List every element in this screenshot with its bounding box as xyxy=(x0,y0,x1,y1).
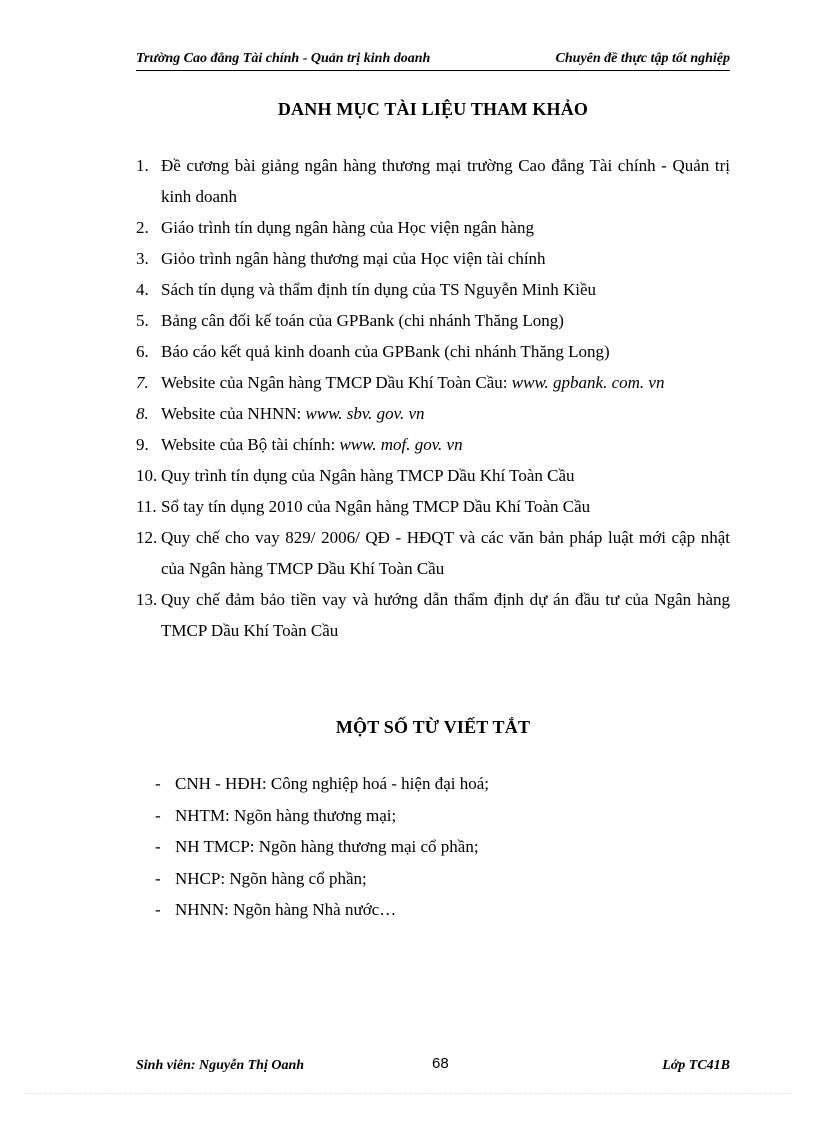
reference-text: Bảng cân đối kế toán của GPBank (chi nhánh Thăng Long) xyxy=(161,311,564,330)
reference-item xyxy=(136,491,730,522)
reference-text-block xyxy=(161,150,730,212)
reference-website-link[interactable]: www. mof. gov. vn xyxy=(339,435,463,454)
reference-text: Quy chế cho vay 829/ 2006/ QĐ - HĐQT và các văn bản pháp luật mới cập nhật của Ngân hàng TMCP Dầu Khí Toàn Cầu xyxy=(161,528,730,578)
reference-text: Quy trình tín dụng của Ngân hàng TMCP Dầu Khí Toàn Cầu xyxy=(161,466,575,485)
page-footer xyxy=(136,1055,730,1077)
reference-item xyxy=(136,460,730,491)
abbreviation-item xyxy=(155,894,715,926)
references-list xyxy=(136,150,730,646)
bullet-dash: - xyxy=(155,774,161,793)
abbreviation-text: NHNN: Ngõn hàng Nhà nước… xyxy=(175,900,397,919)
reference-number: 2. xyxy=(136,218,149,237)
reference-text-block xyxy=(161,460,730,491)
reference-item xyxy=(136,212,730,243)
reference-text-block xyxy=(161,305,730,336)
reference-website-link[interactable]: www. sbv. gov. vn xyxy=(305,404,425,423)
reference-text-block xyxy=(161,584,730,646)
reference-number: 4. xyxy=(136,280,149,299)
reference-item xyxy=(136,243,730,274)
reference-number: 6. xyxy=(136,342,149,361)
reference-number: 3. xyxy=(136,249,149,268)
footer-student: Sinh viên: Nguyễn Thị Oanh xyxy=(136,1058,305,1073)
reference-item xyxy=(136,429,730,460)
reference-item xyxy=(136,274,730,305)
reference-text: Quy chế đảm bảo tiền vay và hướng dẫn thẩm định dự án đầu tư của Ngân hàng TMCP Dầu Khí Toàn Cầu xyxy=(161,590,730,640)
bullet-dash: - xyxy=(155,900,161,919)
reference-item xyxy=(136,522,730,584)
reference-text: Sổ tay tín dụng 2010 của Ngân hàng TMCP Dầu Khí Toàn Cầu xyxy=(161,497,591,516)
page-header xyxy=(136,50,730,71)
abbreviation-text: NHTM: Ngõn hàng thương mại; xyxy=(175,805,397,825)
reference-text: Website của NHNN: xyxy=(161,404,302,423)
reference-text-block xyxy=(161,274,730,305)
abbreviations-list xyxy=(155,768,715,926)
reference-item xyxy=(136,336,730,367)
reference-text: Báo cáo kết quả kinh doanh của GPBank (chi nhánh Thăng Long) xyxy=(161,342,610,361)
abbreviation-item xyxy=(155,863,715,895)
reference-text: Website của Ngân hàng TMCP Dầu Khí Toàn Cầu: xyxy=(161,373,508,392)
reference-text: Giáo trình tín dụng ngân hàng của Học viện ngân hàng xyxy=(161,218,534,237)
reference-text-block xyxy=(161,398,730,429)
reference-text: Sách tín dụng và thẩm định tín dụng của TS Nguyễn Minh Kiều xyxy=(161,280,597,299)
header-report-title: Chuyên đề thực tập tốt nghiệp xyxy=(555,51,730,66)
reference-item xyxy=(136,584,730,646)
reference-text-block xyxy=(161,367,730,398)
reference-item xyxy=(136,367,730,398)
footer-class: Lớp TC41B xyxy=(662,1058,730,1073)
reference-text-block xyxy=(161,491,730,522)
references-title: DANH MỤC TÀI LIỆU THAM KHẢO xyxy=(277,99,589,119)
abbreviation-text: CNH - HĐH: Công nghiệp hoá - hiện đại hoá; xyxy=(175,774,489,793)
abbreviation-text: NHCP: Ngõn hàng cổ phần; xyxy=(175,868,367,888)
reference-website-link[interactable]: www. gpbank. com. vn xyxy=(511,373,665,392)
reference-text: Website của Bộ tài chính: xyxy=(161,435,336,454)
reference-number: 8. xyxy=(136,404,149,423)
reference-number: 9. xyxy=(136,435,149,454)
reference-text-block xyxy=(161,522,730,584)
reference-text: Đề cương bài giảng ngân hàng thương mại trường Cao đẳng Tài chính - Quản trị kinh doanh xyxy=(161,156,730,206)
header-school: Trường Cao đẳng Tài chính - Quản trị kinh doanh xyxy=(136,51,431,66)
reference-text-block xyxy=(161,429,730,460)
page-number: 68 xyxy=(432,1055,449,1072)
abbreviation-text: NH TMCP: Ngõn hàng thương mại cổ phần; xyxy=(175,837,479,856)
reference-number: 13. xyxy=(136,590,158,609)
bullet-dash: - xyxy=(155,837,161,856)
reference-number: 7. xyxy=(136,373,149,392)
reference-number: 1. xyxy=(136,156,149,175)
reference-number: 12. xyxy=(136,528,158,547)
reference-number: 5. xyxy=(136,311,149,330)
reference-number: 11. xyxy=(136,497,157,516)
abbreviation-item xyxy=(155,800,715,832)
reference-number: 10. xyxy=(136,466,158,485)
abbreviation-item xyxy=(155,831,715,863)
reference-item xyxy=(136,305,730,336)
bullet-dash: - xyxy=(155,805,161,825)
abbreviation-item xyxy=(155,768,715,800)
reference-text-block xyxy=(161,336,730,367)
reference-text: Giỏo trình ngân hàng thương mại của Học viện tài chính xyxy=(161,249,546,268)
reference-item xyxy=(136,150,730,212)
reference-item xyxy=(136,398,730,429)
reference-text-block xyxy=(161,212,730,243)
page-edge-divider xyxy=(24,1093,792,1094)
reference-text-block xyxy=(161,243,730,274)
bullet-dash: - xyxy=(155,868,161,888)
abbreviations-title: MỘT SỐ TỪ VIẾT TẮT xyxy=(335,717,531,737)
